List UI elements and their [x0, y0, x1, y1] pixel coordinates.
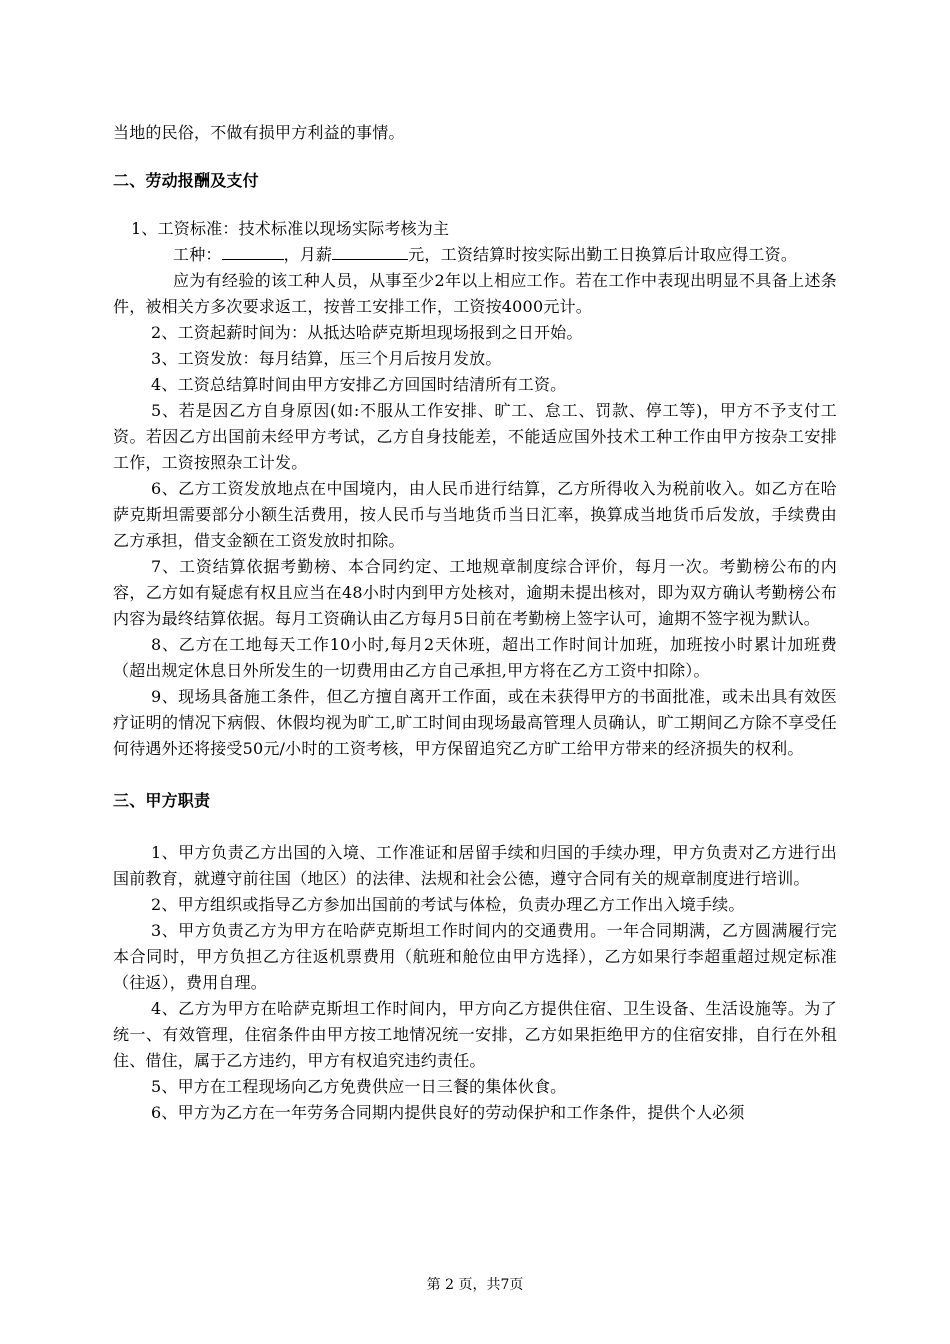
job-type-blank [222, 243, 284, 260]
section3-heading: 三、甲方职责 [113, 791, 211, 810]
section2-item6: 6、乙方工资发放地点在中国境内，由人民币进行结算，乙方所得收入为税前收入。如乙方在哈萨克斯坦需要部分小额生活费用，按人民币与当地货币当日汇率，换算成当地货币后发放，手续费由乙方承担，借支金额在工资发放时扣除。 [113, 479, 837, 550]
section2-item5: 5、若是因乙方自身原因(如:不服从工作安排、旷工、怠工、罚款、停工等)，甲方不予支付工资。若因乙方出国前未经甲方考试，乙方自身技能差，不能适应国外技术工种工作由甲方按杂工安排工作，工资按照杂工计发。 [113, 401, 837, 472]
section2-item4: 4、工资总结算时间由甲方安排乙方回国时结清所有工资。 [151, 375, 567, 394]
section2-item7: 7、工资结算依据考勤榜、本合同约定、工地规章制度综合评价，每月一次。考勤榜公布的内容，乙方如有疑虑有权且应当在48小时内到甲方处核对，逾期未提出核对，即为双方确认考勤榜公布内容为最终结算依据。每月工资确认由乙方每月5日前在考勤榜上签字认可，逾期不签字视为默认。 [113, 557, 837, 628]
section2-item9: 9、现场具备施工条件，但乙方擅自离开工作面，或在未获得甲方的书面批准，或未出具有效医疗证明的情况下病假、休假均视为旷工,旷工时间由现场最高管理人员确认，旷工期间乙方除不享受任何待遇外还将接受50元/小时的工资考核，甲方保留追究乙方旷工给甲方带来的经济损失的权利。 [113, 687, 837, 758]
section2-item3: 3、工资发放：每月结算，压三个月后按月发放。 [151, 349, 502, 368]
section2-wage-line [113, 242, 837, 268]
section3-item6: 6、甲方为乙方在一年劳务合同期内提供良好的劳动保护和工作条件，提供个人必须 [151, 1103, 745, 1122]
section3-item3: 3、甲方负责乙方为甲方在哈萨克斯坦工作时间内的交通费用。一年合同期满，乙方圆满履行完本合同时，甲方负担乙方往返机票费用（航班和舱位由甲方选择），乙方如果行李超重超过规定标准（往返），费用自理。 [113, 921, 837, 992]
section2-item1: 1、工资标准：技术标准以现场实际考核为主 [131, 219, 450, 238]
section2-heading: 二、劳动报酬及支付 [113, 171, 259, 190]
section3-item5: 5、甲方在工程现场向乙方免费供应一日三餐的集体伙食。 [151, 1077, 567, 1096]
monthly-salary-blank [332, 243, 408, 260]
section3-item1: 1、甲方负责乙方出国的入境、工作准证和居留手续和归国的手续办理，甲方负责对乙方进行出国前教育，就遵守前往国（地区）的法律、法规和社会公德，遵守合同有关的规章制度进行培训。 [113, 843, 837, 888]
section3-item2: 2、甲方组织或指导乙方参加出国前的考试与体检，负责办理乙方工作出入境手续。 [151, 895, 745, 914]
intro-tail-paragraph: 当地的民俗，不做有损甲方利益的事情。 [113, 123, 405, 142]
document-body [113, 120, 837, 1126]
wage-line-part1: 工种： [173, 245, 222, 264]
section3-item4: 4、乙方为甲方在哈萨克斯坦工作时间内，甲方向乙方提供住宿、卫生设备、生活设施等。为了统一、有效管理，住宿条件由甲方按工地情况统一安排，乙方如果拒绝甲方的住宿安排，自行在外租住、借住，属于乙方违约，甲方有权追究违约责任。 [113, 999, 837, 1070]
wage-line-part3: 元，工资结算时按实际出勤工日换算后计取应得工资。 [408, 245, 798, 264]
page-footer: 第 2 页，共7页 [426, 1277, 524, 1293]
section2-item8: 8、乙方在工地每天工作10小时,每月2天休班，超出工作时间计加班，加班按小时累计加班费（超出规定休息日外所发生的一切费用由乙方自己承担,甲方将在乙方工资中扣除）。 [113, 635, 837, 680]
section2-item2: 2、工资起薪时间为：从抵达哈萨克斯坦现场报到之日开始。 [151, 323, 583, 342]
section2-experience: 应为有经验的该工种人员，从事至少2年以上相应工作。若在工作中表现出明显不具备上述条件，被相关方多次要求返工，按普工安排工作，工资按4000元计。 [113, 271, 837, 316]
wage-line-part2: ，月薪 [283, 245, 333, 264]
